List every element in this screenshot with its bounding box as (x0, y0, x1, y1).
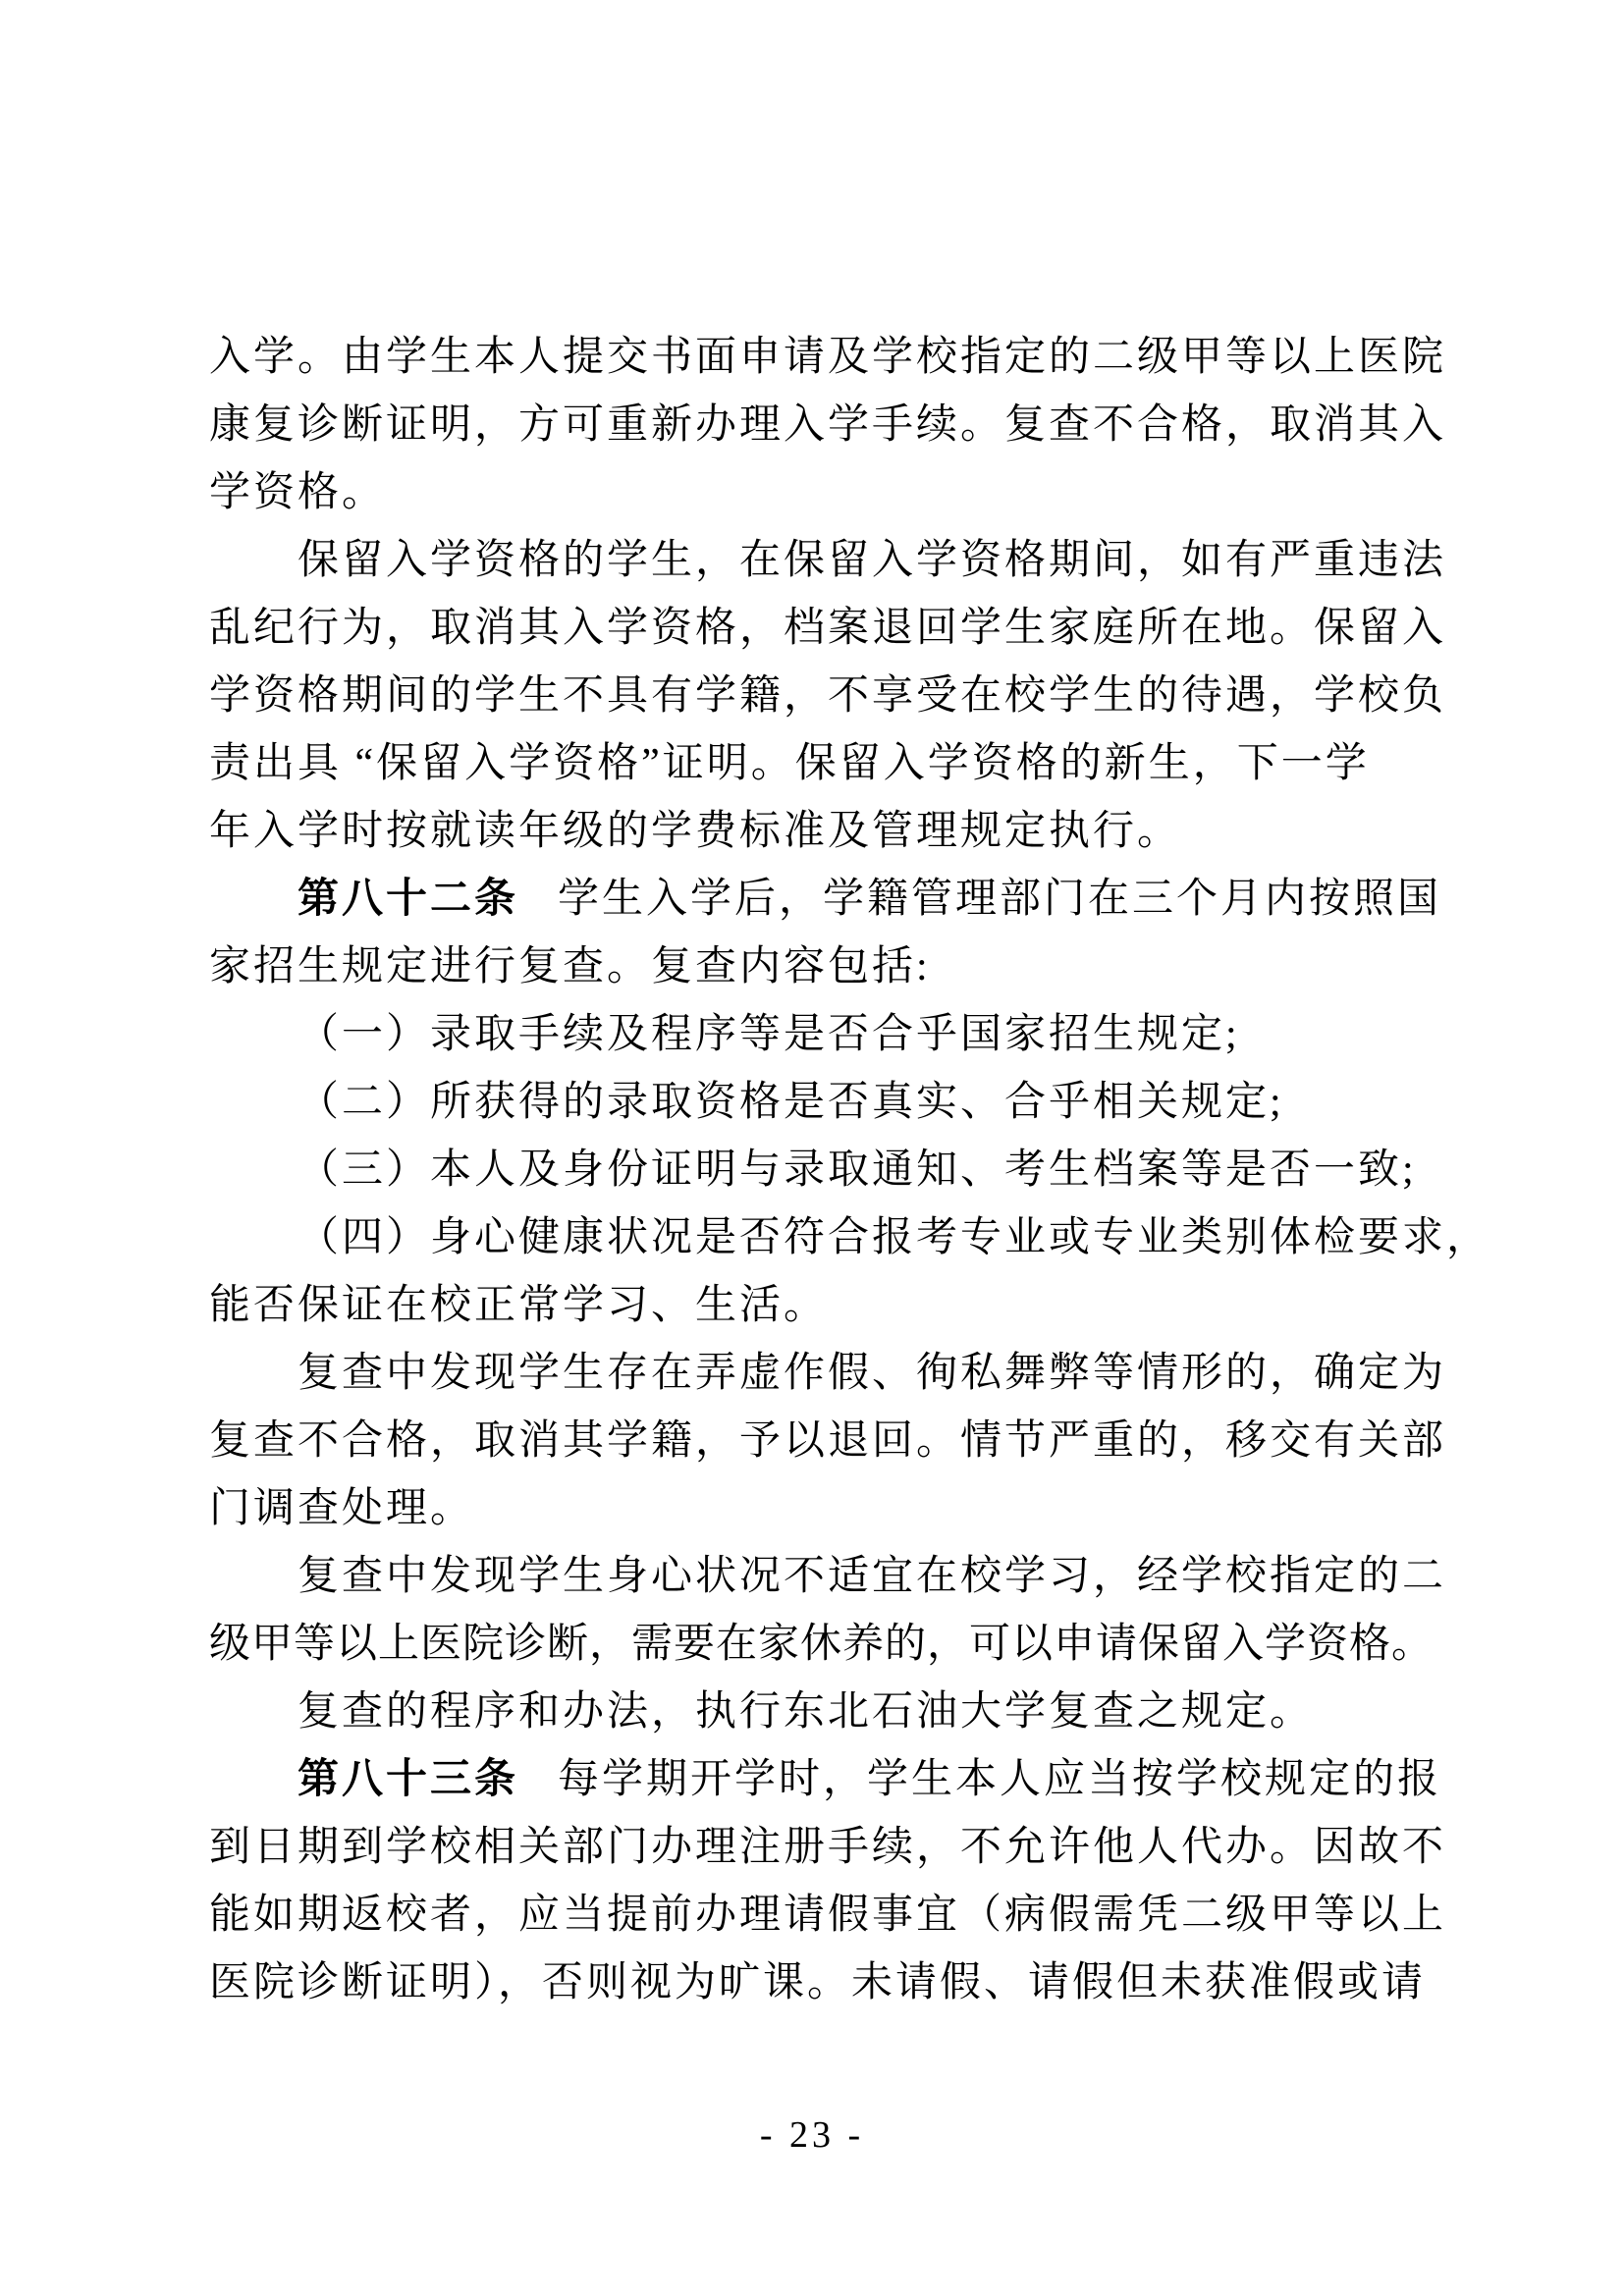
text-line (209, 1611, 1448, 1679)
text-line (209, 663, 1448, 730)
text-line-text: 每学期开学时，学生本人应当按学校规定的报 (558, 1757, 1442, 1802)
text-line (209, 459, 1448, 527)
text-line-text: 家招生规定进行复查。复查内容包括: (209, 944, 931, 989)
text-line (209, 595, 1448, 663)
text-line-text: 级甲等以上医院诊断，需要在家休养的，可以申请保留入学资格。 (209, 1622, 1435, 1667)
text-line-text: （二）所获得的录取资格是否真实、合乎相关规定; (298, 1080, 1284, 1125)
text-line-text: 能否保证在校正常学习、生活。 (209, 1283, 829, 1328)
article-83-label: 第八十三条 (298, 1757, 519, 1802)
text-line (209, 730, 1448, 798)
text-line-text: 复查中发现学生身心状况不适宜在校学习，经学校指定的二 (298, 1554, 1447, 1599)
text-line (209, 1069, 1448, 1137)
text-line-text: 门调查处理。 (209, 1486, 475, 1531)
text-line-text: 复查的程序和办法，执行东北石油大学复查之规定。 (298, 1689, 1315, 1735)
text-line-text: 复查不合格，取消其学籍，予以退回。情节严重的，移交有关部 (209, 1418, 1447, 1464)
text-line-text: 学资格。 (209, 470, 387, 515)
text-line (209, 1408, 1448, 1475)
text-line-text: 复查中发现学生存在弄虚作假、徇私舞弊等情形的，确定为 (298, 1351, 1447, 1396)
text-line-text: 责出具 “保留入学资格”证明。保留入学资格的新生，下一学 (209, 741, 1370, 786)
text-line (209, 1679, 1448, 1746)
text-line-text: （四）身心健康状况是否符合报考专业或专业类别体检要求， (298, 1215, 1491, 1260)
text-line-text: 康复诊断证明，方可重新办理入学手续。复查不合格，取消其入 (209, 402, 1447, 448)
article-82-label: 第八十二条 (298, 877, 519, 922)
text-line (209, 527, 1448, 595)
text-line (209, 324, 1448, 392)
text-line-text: 乱纪行为，取消其入学资格，档案退回学生家庭所在地。保留入 (209, 606, 1447, 651)
text-line (209, 798, 1448, 866)
page-number: - 23 - (759, 2114, 865, 2156)
text-line-text: 年入学时按就读年级的学费标准及管理规定执行。 (209, 809, 1182, 854)
text-line (209, 392, 1448, 459)
text-line (209, 1543, 1448, 1611)
text-line (209, 1949, 1448, 2017)
text-line-text: 学资格期间的学生不具有学籍，不享受在校学生的待遇，学校负 (209, 673, 1447, 719)
document-body (209, 324, 1491, 2017)
text-line (209, 1814, 1448, 1882)
text-line-text: 医院诊断证明），否则视为旷课。未请假、请假但未获准假或请 (209, 1960, 1427, 2005)
text-line (209, 1340, 1448, 1408)
text-line (209, 866, 1448, 934)
text-line-text: 能如期返校者，应当提前办理请假事宜（病假需凭二级甲等以上 (209, 1893, 1447, 1938)
text-line (209, 1137, 1448, 1204)
text-line (209, 1272, 1448, 1340)
text-line (209, 1475, 1448, 1543)
text-line (209, 1001, 1448, 1069)
text-line-text: 学生入学后，学籍管理部门在三个月内按照国 (558, 877, 1442, 922)
text-line-text: （一）录取手续及程序等是否合乎国家招生规定; (298, 1012, 1240, 1057)
text-line-text: （三）本人及身份证明与录取通知、考生档案等是否一致; (298, 1148, 1417, 1193)
text-line (209, 1204, 1491, 1272)
text-line-text: 保留入学资格的学生，在保留入学资格期间，如有严重违法 (298, 538, 1447, 583)
text-line-text: 到日期到学校相关部门办理注册手续，不允许他人代办。因故不 (209, 1825, 1447, 1870)
text-line (209, 934, 1448, 1001)
text-line (209, 1882, 1448, 1949)
text-line (209, 1746, 1448, 1814)
text-line-text: 入学。由学生本人提交书面申请及学校指定的二级甲等以上医院 (209, 335, 1447, 380)
